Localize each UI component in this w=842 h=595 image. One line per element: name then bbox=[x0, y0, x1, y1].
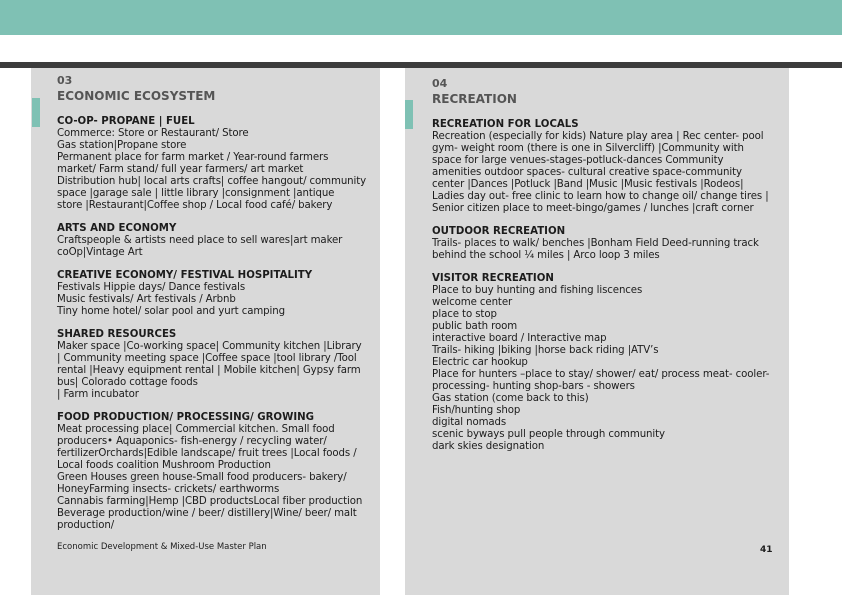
section-title: RECREATION bbox=[432, 92, 517, 106]
subsection-heading: CO-OP- PROPANE | FUEL bbox=[57, 116, 195, 127]
subsection-heading: CREATIVE ECONOMY/ FESTIVAL HOSPITALITY bbox=[57, 270, 313, 281]
subsection-heading: RECREATION FOR LOCALS bbox=[432, 119, 579, 130]
section-title: ECONOMIC ECOSYSTEM bbox=[57, 89, 216, 103]
subsection-body: Trails- places to walk/ benches |Bonham Field Deed-running track behind the school ¼ miles | Arco loop 3 miles bbox=[432, 238, 759, 261]
subsection-body: Commerce: Store or Restaurant/ Store Gas station|Propane store Permanent place for farm market / Year-round farmers market/ Farm stand/ full year farmers/ art market Distribution hub| local arts crafts| coffee hangout/ community space |garage sale | little library |consignment |antique store |Restaurant|Coffee shop / Local food café/ bakery bbox=[57, 128, 367, 211]
subsection-body: Maker space |Co-working space| Community kitchen |Library | Community meeting space |Coffee space |tool library /Tool rental |Heavy equipment rental | Mobile kitchen| Gypsy farm bus| Colorado cottage foods | Farm incubator bbox=[57, 341, 362, 400]
recreation-column bbox=[432, 77, 784, 453]
subsection-heading: ARTS AND ECONOMY bbox=[57, 223, 177, 234]
subsection-body: Place to buy hunting and fishing liscences welcome center place to stop public bath room interactive board / Interactive map Trails- hiking |biking |horse back riding |ATV’s Electric car hookup Place for hunters –place to stay/ shower/ eat/ process meat- cooler- processing- hunting shop-bars - showers Gas station (come back to this) Fish/hunting shop digital nomads scenic byways pull people through community dark skies designation bbox=[432, 285, 770, 452]
subsection-body: Festivals Hippie days/ Dance festivals Music festivals/ Art festivals / Arbnb Tiny home hotel/ solar pool and yurt camping bbox=[57, 282, 285, 317]
subsection-heading: VISITOR RECREATION bbox=[432, 273, 554, 284]
right-section-accent-bar bbox=[405, 100, 413, 129]
footer-document-title: Economic Development & Mixed-Use Master Plan bbox=[57, 542, 267, 552]
subsection-body: Craftspeople & artists need place to sell wares|art maker coOp|Vintage Art bbox=[57, 235, 343, 258]
economic-ecosystem-column bbox=[57, 74, 382, 532]
left-section-accent-bar bbox=[32, 98, 40, 127]
section-number: 04 bbox=[432, 77, 448, 90]
subsection-heading: SHARED RESOURCES bbox=[57, 329, 177, 340]
page-number: 41 bbox=[760, 545, 773, 555]
section-number: 03 bbox=[57, 74, 73, 87]
subsection-heading: FOOD PRODUCTION/ PROCESSING/ GROWING bbox=[57, 412, 315, 423]
subsection-body: Meat processing place| Commercial kitchen. Small food producers• Aquaponics- fish-energy / recycling water/ fertilizerOrchards|Edible landscape/ fruit trees |Local foods / Local foods coalition Mushroom Production Green Houses green house-Small food producers- bakery/ HoneyFarming insects- crickets/ earthworms Cannabis farming|Hemp |CBD productsLocal fiber production Beverage production/wine / beer/ distillery|Wine/ beer/ malt production/ bbox=[57, 424, 363, 531]
subsection-body: Recreation (especially for kids) Nature play area | Rec center- pool gym- weight room (there is one in Silvercliff) |Community with space for large venues-stages-potluck-dances Community amenities outdoor spaces- cultural creative space-community center |Dances |Potluck |Band |Music |Music festivals |Rodeos| Ladies day out- free clinic to learn how to change oil/ change tires | Senior citizen place to meet-bingo/games / lunches |craft corner bbox=[432, 131, 769, 214]
subsection-heading: OUTDOOR RECREATION bbox=[432, 226, 566, 237]
header-teal-band bbox=[0, 0, 842, 35]
